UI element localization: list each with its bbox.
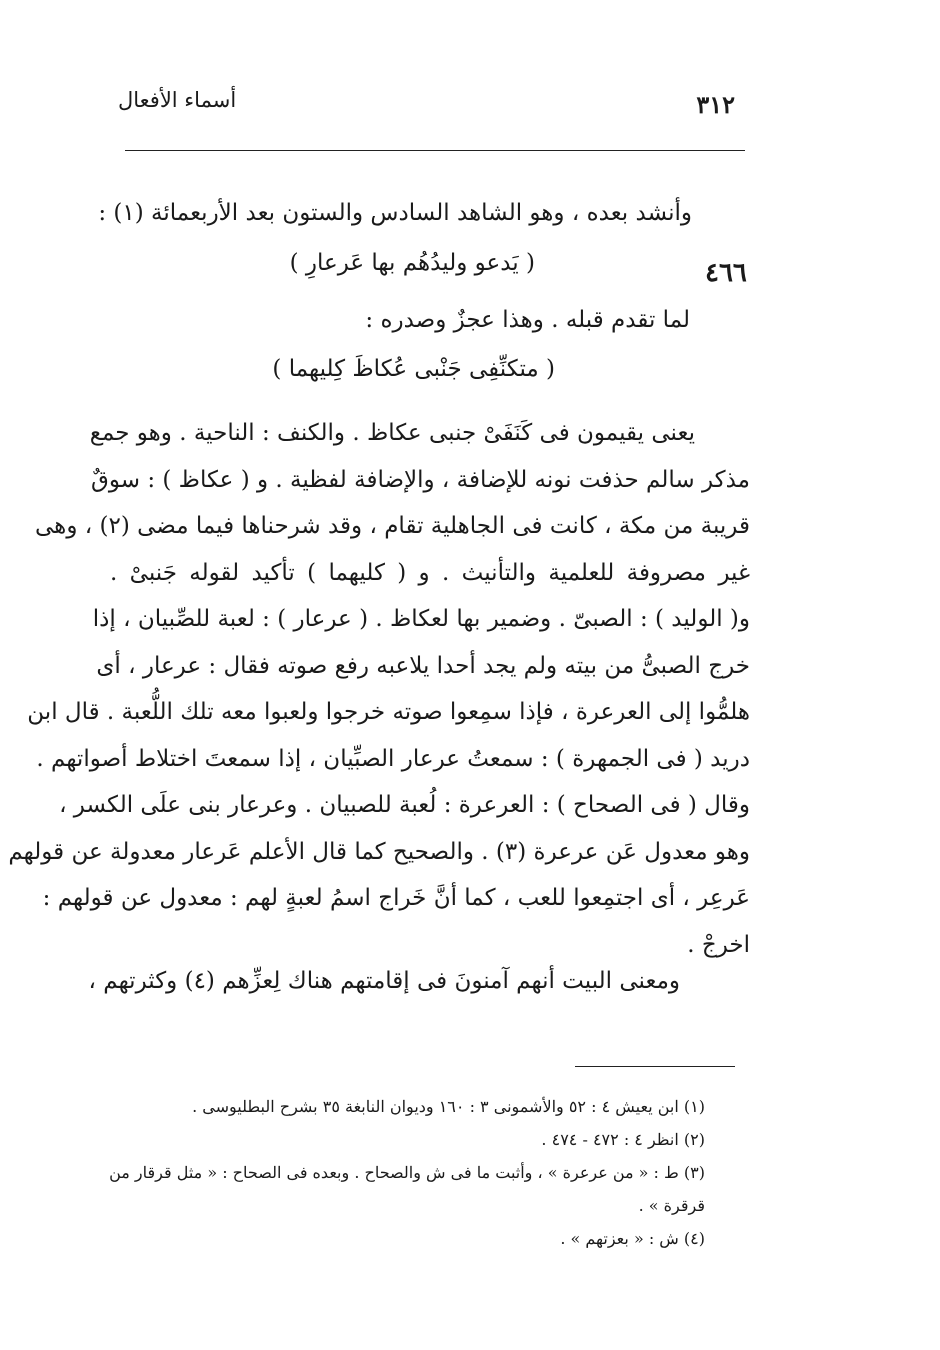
header-rule [125, 150, 745, 151]
body-line: وهو معدول عَن عرعرة (٣) . والصحيح كما قال الأعلم عَرعار معدولة عن قولهم [8, 838, 750, 865]
body-paragraph [8, 410, 750, 968]
shahid-number: ٤٦٦ [705, 258, 747, 288]
body-line: خرج الصبىُّ من بيته ولم يجد أحدا يلاعبه رفع صوته فقال : عرعار ، أى [96, 652, 750, 679]
footnote-rule [575, 1066, 735, 1067]
verse-intro-line: لما تقدم قبله . وهذا عجزٌ وصدره : [365, 307, 690, 333]
body-line: و( الوليد ) : الصبىّ . وضمير بها لعكاظ . ( عرعار ) : لعبة للصِّبيان ، إذا [92, 606, 750, 632]
body-line: هلمُّوا إلى العرعرة ، فإذا سمِعوا صوته خرجوا ولعبوا معه تلك اللُّعبة . قال ابن [27, 699, 750, 725]
page-number: ٣١٢ [696, 90, 735, 119]
footnotes [105, 1090, 705, 1255]
body-line: يعنى يقيمون فى كَنَفَىْ جنبى عكاظ . والكنف : الناحية . وهو جمع [89, 420, 695, 446]
body-line: قريبة من مكة ، كانت فى الجاهلية تقام ، وقد شرحناها فيما مضى (٢) ، وهى [35, 513, 750, 539]
body-line: دريد ( فى الجمهرة ) : سمعتُ عرعار الصبِّيان ، إذا سمعتَ اختلاط أصواتهم . [36, 745, 750, 772]
footnote: (٤) ش : « بعزتهم » . [560, 1229, 705, 1248]
body-line: وقال ( فى الصحاح ) : العرعرة : لُعبة للصبيان . وعرعار بنى علَى الكسر ، [59, 792, 750, 818]
body-line: اخرجْ . [687, 931, 750, 958]
verse-line-1: ( يَدعو وليدُهُم بها عَرعارِ ) [289, 250, 535, 276]
body-line: عَرعِر ، أى اجتمِعوا للعب ، كما أنَّ خَراج اسمُ لعبةٍ لهم : معدول عن قولهم : [42, 885, 750, 911]
verse-line-2: ( متكنِّفِى جَنْبى عُكاظَ كِليهما ) [272, 356, 555, 382]
footnote: (١) ابن يعيش ٤ : ٥٢ والأشمونى ٣ : ١٦٠ وديوان النابغة ٣٥ بشرح البطليوسى . [192, 1097, 705, 1116]
running-title: أسماء الأفعال [118, 88, 237, 112]
body-line: غير مصروفة للعلمية والتأنيث . و ( كليهما ) تأكيد لقوله جَنبىْ . [110, 559, 750, 586]
footnote: (٣) ط : « من عرعرة » ، وأثبت ما فى ش والصحاح . وبعده فى الصحاح : « مثل قرقار من [109, 1163, 705, 1182]
footnote: (٢) انظر ٤ : ٤٧٢ - ٤٧٤ . [541, 1130, 705, 1149]
body-line: مذكر سالم حذفت نونه للإضافة ، والإضافة لفظية . و ( عكاظ ) : سوقٌ [91, 466, 750, 493]
closing-line: ومعنى البيت أنهم آمنونَ فى إقامتهم هناك لِعزِّهم (٤) وكثرتهم ، [88, 968, 680, 994]
intro-line: وأنشد بعده ، وهو الشاهد السادس والستون بعد الأربعمائة (١) : [98, 200, 692, 226]
footnote-continuation: قرقرة » . [638, 1196, 705, 1215]
page-header [110, 88, 735, 128]
